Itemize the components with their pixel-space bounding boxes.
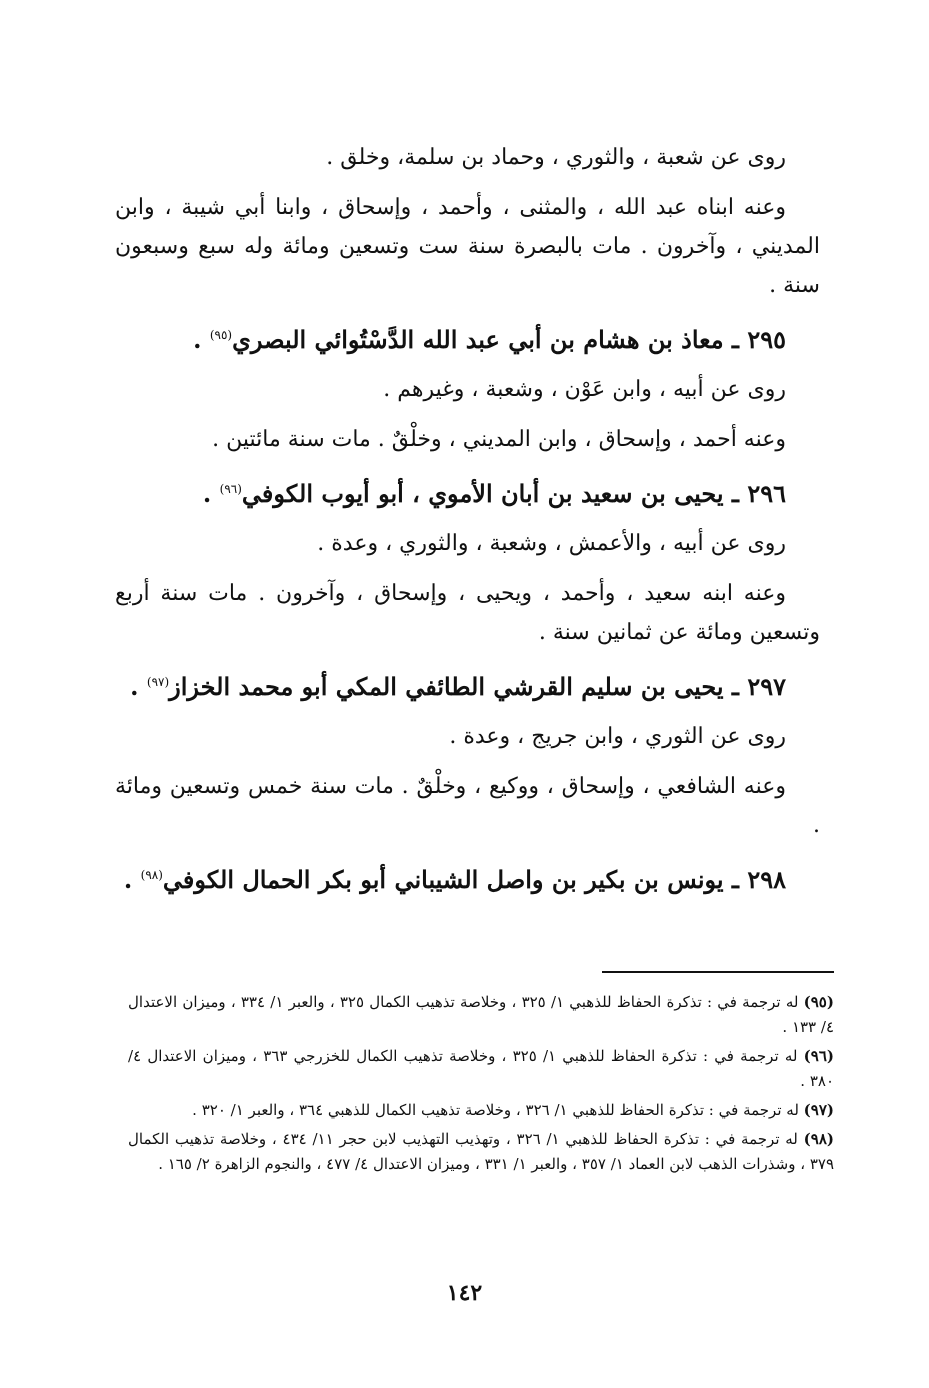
footnote-number: (٩٨) [803,1130,834,1148]
footnote-text: له ترجمة في : تذكرة الحفاظ للذهبي ١/ ٣٢٦ ، وخلاصة تذهيب الكمال للذهبي ٣٦٤ ، والعبر ١/ ٣٢٠ . [192,1101,804,1119]
entry-end: . [202,479,220,508]
footnote-95 [128,990,834,1040]
footnote-96 [128,1044,834,1094]
entry-title: ـ يونس بن بكير بن واصل الشيباني أبو بكر الحمال الكوفي [162,865,739,894]
footnote-number: (٩٧) [803,1101,834,1119]
main-text [115,138,820,910]
footnote-text: له ترجمة في : تذكرة الحفاظ للذهبي ١/ ٣٢٦ ، وتهذيب التهذيب لابن حجر ١١/ ٤٣٤ ، وخلاصة تذهيب الكمال ٣٧٩ ، وشذرات الذهب لابن العماد ١/ ٣٥٧ ، والعبر ١/ ٣٣١ ، وميزان الاعتدال ٤/ ٤٧٧ ، والنجوم الزاهرة ٢/ ١٦٥ . [128,1130,834,1173]
paragraph-narrators: وعنه ابنه سعيد ، وأحمد ، ويحيى ، وإسحاق ، وآخرون . مات سنة أربع وتسعين ومائة عن ثمانين سنة . [115,581,820,645]
entry-number: ٢٩٨ [747,865,786,894]
footnote-number: (٩٥) [803,993,834,1011]
paragraph-narrated-from: روى عن أبيه ، والأعمش ، وشعبة ، والثوري ، وعدة . [317,531,786,556]
footnote-ref[interactable]: (٩٦) [219,482,242,496]
paragraph-narrated-from: روى عن أبيه ، وابن عَوْن ، وشعبة ، وغيرهم . [383,377,786,402]
paragraph-narrators: وعنه أحمد ، وإسحاق ، وابن المديني ، وخلْقٌ . مات سنة مائتين . [212,427,786,452]
entry-title: ـ يحيى بن سعيد بن أبان الأموي ، أبو أيوب الكوفي [241,479,739,508]
paragraph-narrators: وعنه ابناه عبد الله ، والمثنى ، وأحمد ، وإسحاق ، وابنا أبي شيبة ، وابن المديني ، وآخرون . مات بالبصرة سنة ست وتسعين ومائة وله سبع وسبعون سنة . [115,195,820,298]
footnote-ref[interactable]: (٩٨) [140,868,163,882]
entry-number: ٢٩٦ [747,479,786,508]
footnotes [128,990,834,1181]
entry-296 [115,470,820,513]
footnote-ref[interactable]: (٩٥) [209,328,233,342]
footnote-divider [602,971,834,973]
footnote-97 [128,1098,834,1123]
entry-title: ـ معاذ بن هشام بن أبي عبد الله الدَّسْتُوائي البصري [232,325,739,354]
page-number: ١٤٢ [446,1280,483,1306]
footnote-text: له ترجمة في : تذكرة الحفاظ للذهبي ١/ ٣٢٥ ، وخلاصة تذهيب الكمال للخزرجي ٣٦٣ ، وميزان الاعتدال ٤/ ٣٨٠ . [128,1047,834,1090]
entry-298 [115,856,820,899]
paragraph-narrated-from: روى عن الثوري ، وابن جريج ، وعدة . [449,724,786,749]
entry-297 [115,663,820,706]
paragraph-narrators: وعنه الشافعي ، وإسحاق ، ووكيع ، وخلْقٌ . مات سنة خمس وتسعين ومائة . [115,774,820,838]
entry-number: ٢٩٥ [747,325,786,354]
footnote-98 [128,1127,834,1177]
entry-end: . [193,325,210,354]
footnote-ref[interactable]: (٩٧) [146,675,170,689]
entry-end: . [123,865,141,894]
entry-end: . [130,672,147,701]
paragraph-narrated-from: روى عن شعبة ، والثوري ، وحماد بن سلمة، وخلق . [326,145,786,170]
entry-title: ـ يحيى بن سليم القرشي الطائفي المكي أبو محمد الخزاز [169,672,739,701]
entry-295 [115,316,820,359]
footnote-number: (٩٦) [803,1047,834,1065]
footnote-text: له ترجمة في : تذكرة الحفاظ للذهبي ١/ ٣٢٥ ، وخلاصة تذهيب الكمال ٣٢٥ ، والعبر ١/ ٣٣٤ ، وميزان الاعتدال ٤/ ١٣٣ . [128,993,834,1036]
entry-number: ٢٩٧ [747,672,786,701]
